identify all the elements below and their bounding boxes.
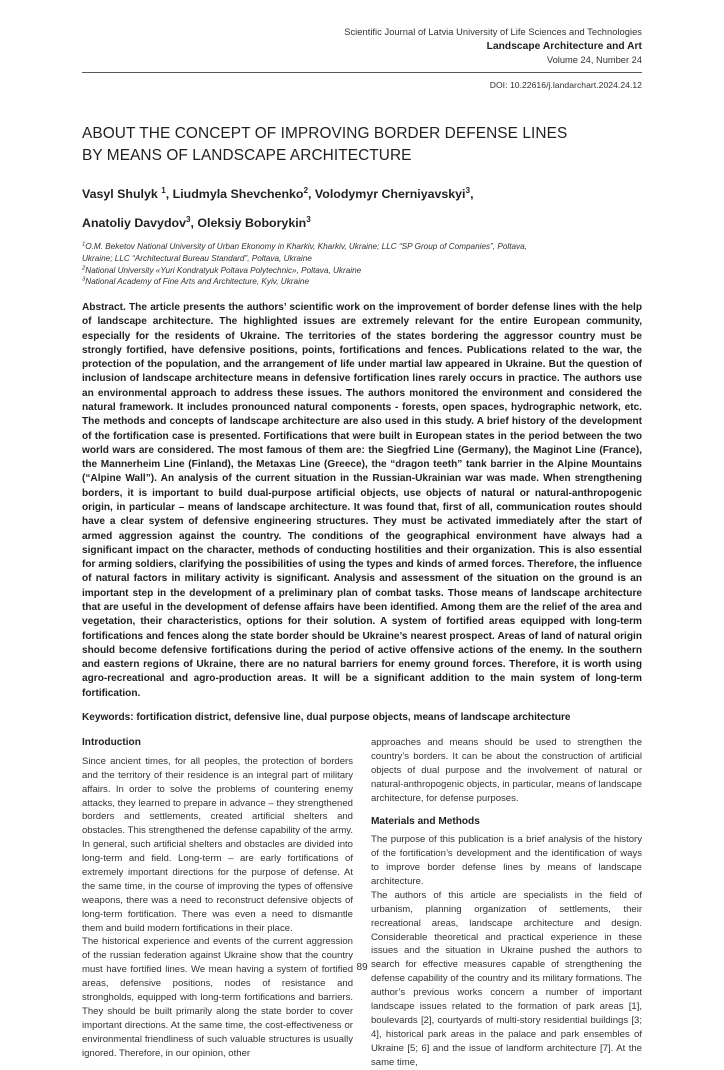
abstract-text: Abstract. The article presents the authors’ scientific work on the improvement of border defense lines with the help of landscape architecture. The highlighted issues are extremely relevant for the entire European community, especially for the residents of Ukraine. The territories of the states bordering the aggressor country must be strongly fortified, have defensive positions, points, fortifications and fences. Publications related to the war, the protection of the population, and the arrangement of life under martial law appeared in Ukraine. But the question of inclusion of landscape architecture means in defensive fortification lines rarely occurs in practice. The authors use an environmental approach to address these issues. The authors monitored the environment and considered the natural framework. It includes pronounced natural components - forests, open spaces, hydrographic network, etc. The methods and concepts of landscape architecture are also used in this study. A brief history of the development of the fortification case is presented. Fortifications that were built in European states in the period between the two world wars are considered. The most famous of them are: the Siegfried Line (Germany), the Maginot Line (France), the Mannerheim Line (Finland), the Metaxas Line (Greece), the “dragon teeth” tank barrier in the Alpine Mountains (“Alpine Wall”). An analysis of the current situation in the Russian-Ukrainian war was made. When strengthening borders, it is important to build dual-purpose artificial objects, use objects of natural or natural-anthropogenic origin, in particular – means of landscape architecture. It was found that, first of all, communication routes should have a clear system of defensive engineering structures. They must be activated immediately after the start of armed aggression against the country. The conditions of the geographical environment have always had a significant impact on the character, methods of conducting hostilities and their organization. This is also essential for arming soldiers, clarifying the possibilities of using the types and kinds of armed forces. Therefore, the influence of natural factors in military activity is significant. Analysis and assessment of the situation on the ground is an important step in the development of a preliminary plan of combat tasks. Those means of landscape architecture that are useful in the development of defense affairs have been identified. Among them are the relief of the area and vegetation, their characteristics, options for their solution. A system of fortified areas equipped with long-term fortifications and fences along the state border should be Ukraine’s nearest prospect. Areas of land of natural origin should become defensive fortifications during the period of active offensive actions of the enemy. In the southern and eastern regions of Ukraine, there are no natural barriers for enemy ground forces. Therefore, it is worth using agro-recreational and agro-production areas. It will be a significant addition to the main system of long-term fortification. [82,302,642,699]
doi-text: DOI: 10.22616/j.landarchart.2024.24.12 [489,80,642,91]
author-affil-marker-4: 3 [185,214,191,224]
page-title [82,123,642,167]
affiliation-3 [82,276,642,288]
affiliation-marker-1: 1 [82,241,86,248]
author-name-5: , Oleksiy Boborykin [190,216,307,231]
journal-name: Scientific Journal of Latvia University of Life Sciences and Technologies [344,27,642,37]
author-affil-marker-1: 1 [161,186,166,196]
author-list [82,188,642,229]
journal-volume: Volume 24, Number 24 [546,55,642,66]
author-affil-marker-3: 3 [465,186,471,196]
author-line-2 [82,214,642,231]
author-name-1: Vasyl Shulyk [82,187,162,202]
affiliation-1-text-a: O.M. Beketov National University of Urban Ekonomy in Kharkiv, Kharkiv, Ukraine; LLC “SP Group of Companies”, Poltava, [85,242,527,252]
affiliation-marker-2: 2 [82,265,86,272]
keywords-text: Keywords: fortification district, defensive line, dual purpose objects, means of landscape architecture [82,712,571,723]
journal-header [82,0,642,66]
introduction-paragraph-1: Since ancient times, for all peoples, the protection of borders and the territory of their residence is an integral part of military affairs. In order to solve the problems of countering enemy attacks, they learned to prepare in advance – they strengthened borders and settlements, created artificial shelters and obstacles. This strengthened the defense capability of the army. In general, such artificial shelters and obstacles are divided into long-term and field. Long-term – are early fortifications of extremely important directions for the purpose of defense. At the same time, in the course of improving the types of offensive weapons, there was a need to reconstruct defensive objects of long-term fortification. There was even a need to dismantle them and build modern fortifications in their place. [82,755,353,934]
section-heading-introduction: Introduction [82,737,141,749]
page-number: 89 [356,962,368,973]
affiliation-2-text: National University «Yuri Kondratyuk Poltava Polytechnic», Poltava, Ukraine [85,265,362,275]
author-name-4: Anatoliy Davydov [82,216,186,231]
left-column [82,736,353,1060]
affiliation-3-text: National Academy of Fine Arts and Architecture, Kyiv, Ukraine [85,277,310,287]
title-line-2: BY MEANS OF LANDSCAPE ARCHITECTURE [82,147,412,165]
body-columns [82,736,642,1069]
introduction-paragraph-3: approaches and means should be used to strengthen the country’s borders. It can be about the construction of artificial objects of dual purpose and the involvement of natural or natural-anthropogenic objects, in particular, means of landscape architecture, for defense purposes. [371,737,642,804]
section-heading-materials-and-methods: Materials and Methods [371,815,480,827]
right-column [371,736,642,1069]
materials-paragraph-1: The purpose of this publication is a brief analysis of the history of the fortification’s development and the identification of ways to improve border defense lines by means of landscape architecture. [371,834,642,888]
page-content [82,0,642,1068]
affiliation-1-line-1 [82,241,642,253]
header-divider [82,72,642,73]
author-name-3: , Volodymyr Cherniyavskyi [308,187,466,202]
affiliation-1-line-2: Ukraine; LLC “Architectural Bureau Standard”, Poltava, Ukraine [82,254,312,264]
author-affil-marker-5: 3 [306,214,311,224]
affiliation-list [82,241,642,288]
materials-paragraph-2: The authors of this article are specialists in the field of urbanism, planning organization of settlements, their recreational areas, landscape architecture and design. Considerable theoretical and practical experience in these issues and the situation in Ukraine pushed the authors to search for effective measures capable of strengthening the defense capability of the country and its military formations. The author’s previous works concern a number of important landscape issues related to the formation of park areas [1], boulevards [2], courtyards of multi-story residential buildings [3; 4], historical park areas in the palace and park ensembles of Ukraine [5; 6] and the issue of landform architecture [7]. At the same time, [371,889,642,1068]
affiliation-marker-3: 3 [82,276,86,283]
author-name-2: , Liudmyla Shevchenko [165,187,304,202]
author-line-1 [82,188,642,200]
author-line-1-tail: , [470,187,474,202]
journal-title: Landscape Architecture and Art [486,40,642,52]
affiliation-2 [82,265,642,277]
title-line-1: ABOUT THE CONCEPT OF IMPROVING BORDER DEFENSE LINES [82,125,568,143]
author-affil-marker-2: 2 [303,186,309,196]
introduction-paragraph-2: The historical experience and events of the current aggression of the russian federation against Ukraine show that the country must have fortified lines. We mean having a system of fortified areas, defensive positions, nodes of resistance and strongholds, equipped with long-term fortifications and barriers. They should be built primarily along the state border to cover important directions. At the same time, the cost-effectiveness or environmental friendliness of such valuable structures is usually ignored. Therefore, in our opinion, other [82,936,353,1059]
